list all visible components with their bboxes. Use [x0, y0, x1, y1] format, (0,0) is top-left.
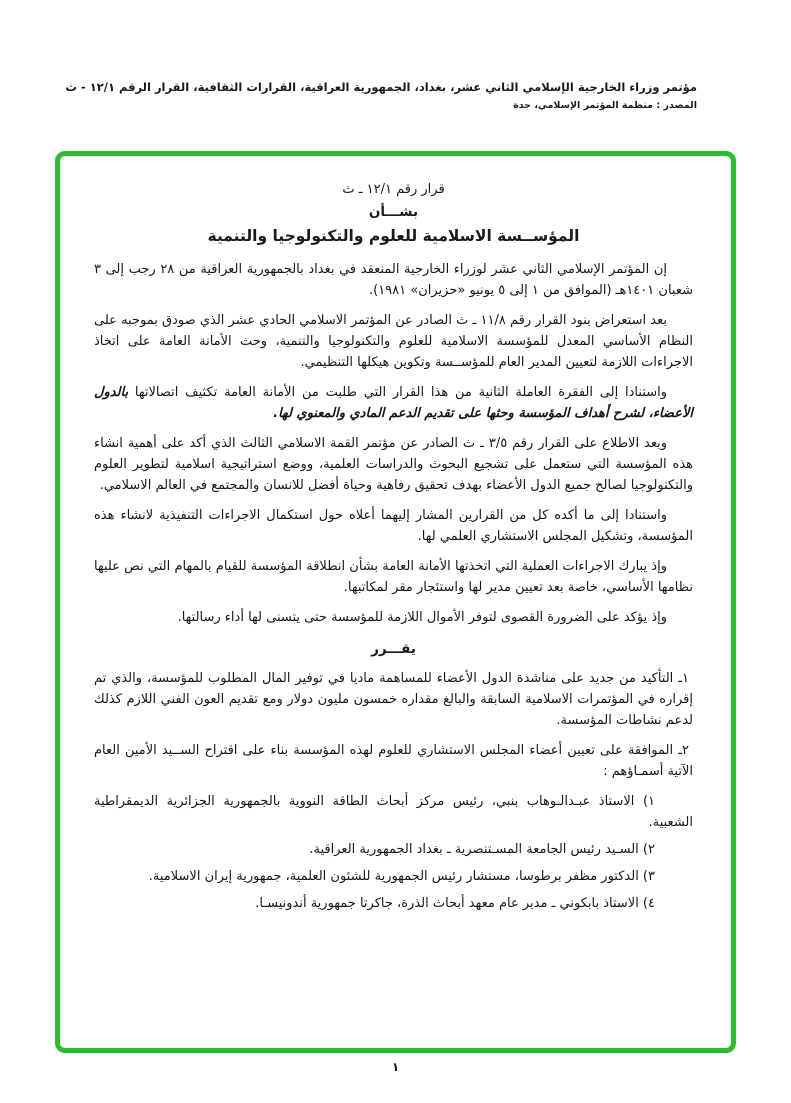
- member-item-3: ٣) الدكتور مظفر برطوسا، مستشار رئيس الجمهورية للشئون العلمية، جمهورية إيران الاسلامية.: [148, 869, 655, 884]
- header-title: مؤتمر وزراء الخارجية الإسلامي الثاني عشر، بغداد، الجمهورية العراقية، القرارات الثقافية، القرار الرقم ١٢/١ - ث: [65, 80, 697, 94]
- resolution-item-2: ٢ـ الموافقة على تعيين أعضاء المجلس الاستشاري للعلوم لهذه المؤسسة بناء على اقتراح الســيد الأمين العام الآتية أسمـاؤهم :: [94, 743, 693, 779]
- preamble-paragraph-6: وإذ يبارك الاجراءات العملية التي اتخذتها الأمانة العامة بشأن انطلاقة المؤسسة للقيام بالمهام التي نص عليها نظامها الأساسي، خاصة بعد تعيين مدير لها واستئجار مقر لمكاتبها.: [94, 559, 693, 595]
- header-source: المصدر : منظمة المؤتمر الإسلامي، جدة: [513, 100, 697, 111]
- resolution-item-1: ١ـ التأكيد من جديد على مناشدة الدول الأعضاء للمساهمة ماديا في توفير المال المطلوب للمؤسسة، والذي تم إقراره في المؤتمرات الاسلامية السابقة والبالغ مقداره خمسون مليون دولار ومع تقديم العون الفني اللازم كذلك لدعم نشاطات المؤسسة.: [94, 671, 693, 728]
- preamble-paragraph-3-text: واستنادا إلى الفقرة العاملة الثانية من هذا القرار التي طلبت من الأمانة العامة تكثيف اتصالاتها: [134, 385, 667, 400]
- preamble-paragraph-5: واستنادا إلى ما أكده كل من القرارين المشار إليهما أعلاه حول استكمال الاجراءات التنفيذية لانشاء هذه المؤسسة، وتشكيل المجلس الاستشاري العلمي لها.: [94, 508, 693, 544]
- preamble-paragraph-2: بعد استعراض بنود القرار رقم ١١/٨ ـ ث الصادر عن المؤتمر الاسلامي الحادي عشر الذي صودق بموجبه على النظام الأساسي المعدل للمؤسسة الاسلامية للعلوم والتكنولوجيا والتنمية، وحث الأمانة العامة على اتخاذ الاجراءات اللازمة لتعيين المدير العام للمؤســسة وتكوين هيكلها التنظيمي.: [94, 313, 693, 370]
- preamble-paragraph-4: وبعد الاطلاع على القرار رقم ٣/٥ ـ ث الصادر عن مؤتمر القمة الاسلامي الثالث الذي أكد على أهمية انشاء هذه المؤسسة التي ستعمل على تشجيع البحوث والدراسات العلمية، ووضع استراتيجية اسلامية لتطوير العلوم والتكنولوجيا لصالح جميع الدول الأعضاء بهدف تحقيق رفاهية وحياة أفضل للانسان والمجتمع في العالم الاسلامي.: [94, 436, 693, 493]
- preamble-paragraph-3: [94, 382, 693, 424]
- page-number: ١: [391, 1060, 400, 1074]
- member-item-1: ١) الاستاذ عبـدالـوهاب بنبي، رئيس مركز أبحاث الطاقة النووية بالجمهورية الجزائرية الديمقراطية الشعبية.: [94, 794, 693, 830]
- preamble-paragraph-1: إن المؤتمر الإسلامي الثاني عشر لوزراء الخارجية المنعقد في بغداد بالجمهورية العراقية من ٢٨ رجب إلى ٣ شعبان ١٤٠١هـ (الموافق من ١ إلى ٥ يونيو «حزيران» ١٩٨١).: [94, 262, 693, 298]
- decision-title: المؤســسة الاسلامية للعلوم والتكنولوجيا والتنمية: [207, 227, 580, 245]
- resolves-heading: يقـــرر: [371, 641, 416, 657]
- decision-number: قرار رقم ١٢/١ ـ ث: [342, 182, 445, 197]
- member-item-2: ٢) السـيد رئيس الجامعة المسـتنصرية ـ بغداد الجمهورية العراقية.: [309, 842, 655, 857]
- decision-regarding: بشـــأن: [368, 204, 419, 220]
- member-item-4: ٤) الاستاذ بابكوني ـ مدير عام معهد أبحاث الذرة، جاكرتا جمهورية أندونيسـا.: [255, 896, 655, 911]
- document-header: [65, 80, 697, 111]
- preamble-paragraph-3-emphasis: بالدول الأعضاء، لشرح أهداف المؤسسة وحثها على تقديم الدعم المادي والمعنوي لها.: [94, 385, 693, 421]
- green-frame: [55, 151, 736, 1053]
- preamble-paragraph-7: وإذ يؤكد على الضرورة القصوى لتوفر الأموال اللازمة للمؤسسة حتى يتسنى لها أداء رسالتها.: [177, 610, 667, 625]
